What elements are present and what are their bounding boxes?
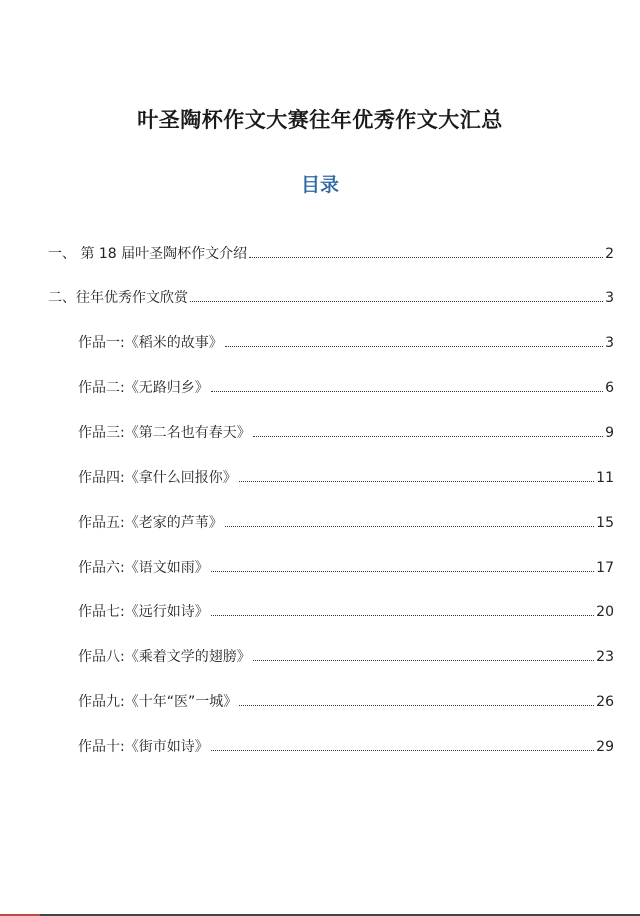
toc-entry-page: 6 (605, 380, 614, 396)
toc-entry-label: 二、往年优秀作文欣赏 (48, 290, 188, 306)
toc-leader-dots (190, 301, 603, 302)
toc-entry-label: 作品三:《第二名也有春天》 (78, 425, 251, 441)
toc-entry-page: 2 (605, 246, 614, 262)
toc-entry-intro[interactable] (48, 244, 614, 264)
document-title: 叶圣陶杯作文大赛往年优秀作文大汇总 (137, 108, 503, 132)
toc-entry-page: 3 (605, 290, 614, 306)
toc-entry-label: 作品七:《远行如诗》 (78, 604, 209, 620)
toc-entry-work-8[interactable] (78, 647, 614, 667)
toc-leader-dots (211, 615, 594, 616)
toc-leader-dots (253, 660, 594, 661)
toc-entry-label: 作品四:《拿什么回报你》 (78, 470, 237, 486)
toc-entry-label: 作品十:《街市如诗》 (78, 739, 209, 755)
toc-leader-dots (225, 526, 594, 527)
toc-entry-page: 15 (596, 515, 614, 531)
toc-entry-work-5[interactable] (78, 513, 614, 533)
toc-entry-work-2[interactable] (78, 378, 614, 398)
toc-entry-label: 作品九:《十年“医”一城》 (78, 694, 238, 710)
toc-entry-page: 17 (596, 560, 614, 576)
toc-entry-work-7[interactable] (78, 602, 614, 622)
toc-entry-work-9[interactable] (78, 692, 614, 712)
toc-entry-page: 26 (596, 694, 614, 710)
toc-leader-dots (249, 257, 603, 258)
toc-entry-label: 作品一:《稻米的故事》 (78, 335, 223, 351)
toc-entry-page: 3 (605, 335, 614, 351)
toc-entry-page: 29 (596, 739, 614, 755)
toc-entry-label: 一、 第 18 届叶圣陶杯作文介绍 (48, 246, 248, 262)
toc-leader-dots (225, 346, 603, 347)
toc-entry-work-6[interactable] (78, 558, 614, 578)
toc-entry-essays[interactable] (48, 288, 614, 308)
toc-entry-work-10[interactable] (78, 737, 614, 757)
toc-entry-work-3[interactable] (78, 423, 614, 443)
toc-entry-label: 作品五:《老家的芦苇》 (78, 515, 223, 531)
toc-heading: 目录 (300, 174, 339, 196)
toc-leader-dots (211, 571, 594, 572)
toc-leader-dots (211, 391, 603, 392)
toc-entry-page: 23 (596, 649, 614, 665)
toc-entry-label: 作品八:《乘着文学的翅膀》 (78, 649, 251, 665)
toc-entry-work-1[interactable] (78, 333, 614, 353)
toc-leader-dots (239, 705, 594, 706)
toc-leader-dots (239, 481, 594, 482)
toc-entry-page: 11 (596, 470, 614, 486)
toc-entry-page: 9 (605, 425, 614, 441)
toc-leader-dots (211, 750, 594, 751)
toc-entry-label: 作品六:《语文如雨》 (78, 560, 209, 576)
toc-entry-page: 20 (596, 604, 614, 620)
toc-leader-dots (253, 436, 603, 437)
toc-entry-label: 作品二:《无路归乡》 (78, 380, 209, 396)
toc-entry-work-4[interactable] (78, 468, 614, 488)
